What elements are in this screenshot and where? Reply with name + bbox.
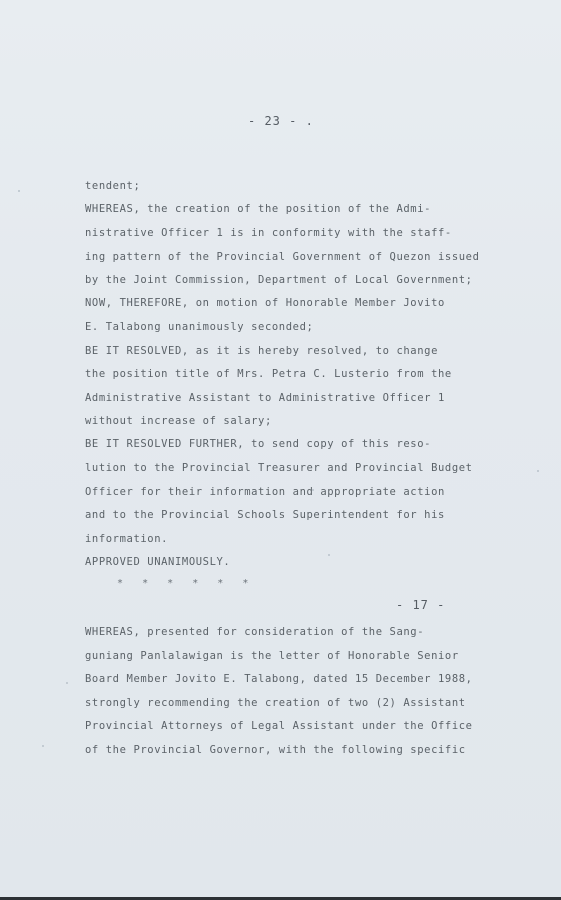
text-line: ing pattern of the Provincial Government of Quezon issued — [85, 251, 480, 263]
separator-star: * — [192, 578, 199, 589]
paper-speck — [537, 470, 539, 472]
text-line: E. Talabong unanimously seconded; — [85, 321, 314, 333]
text-line: WHEREAS, the creation of the position of the Admi- — [85, 203, 432, 215]
text-line: NOW, THEREFORE, on motion of Honorable Member Jovito — [85, 297, 445, 309]
paper-speck — [328, 554, 330, 556]
text-line: Administrative Assistant to Administrative Officer 1 — [85, 392, 445, 404]
page-number: - 23 - . — [248, 114, 314, 128]
text-line: Officer for their information and appropriate action — [85, 486, 445, 498]
paper-speck — [18, 190, 20, 192]
text-line: of the Provincial Governor, with the following specific — [85, 744, 466, 756]
text-line: APPROVED UNANIMOUSLY. — [85, 556, 231, 568]
text-line: information. — [85, 533, 169, 545]
text-line: Board Member Jovito E. Talabong, dated 15 December 1988, — [85, 673, 473, 685]
text-line: BE IT RESOLVED FURTHER, to send copy of this reso- — [85, 438, 432, 450]
section-separator — [117, 578, 261, 589]
separator-star: * — [242, 578, 249, 589]
resolution-number: - 17 - — [396, 598, 446, 612]
text-line: BE IT RESOLVED, as it is hereby resolved, to change — [85, 345, 438, 357]
paper-speck — [42, 745, 44, 747]
separator-star: * — [217, 578, 224, 589]
separator-star: * — [167, 578, 174, 589]
text-line: by the Joint Commission, Department of Local Government; — [85, 274, 473, 286]
text-line: nistrative Officer 1 is in conformity with the staff- — [85, 227, 452, 239]
text-line: strongly recommending the creation of two (2) Assistant — [85, 697, 466, 709]
text-line: without increase of salary; — [85, 415, 272, 427]
text-line: lution to the Provincial Treasurer and Provincial Budget — [85, 462, 473, 474]
text-line: Provincial Attorneys of Legal Assistant under the Office — [85, 720, 473, 732]
paper-speck — [66, 682, 68, 684]
text-line: and to the Provincial Schools Superintendent for his — [85, 509, 445, 521]
text-line: the position title of Mrs. Petra C. Lusterio from the — [85, 368, 452, 380]
text-line: WHEREAS, presented for consideration of the Sang- — [85, 626, 425, 638]
separator-star: * — [117, 578, 124, 589]
text-line: guniang Panlalawigan is the letter of Honorable Senior — [85, 650, 459, 662]
separator-star: * — [142, 578, 149, 589]
text-line: tendent; — [85, 180, 141, 192]
